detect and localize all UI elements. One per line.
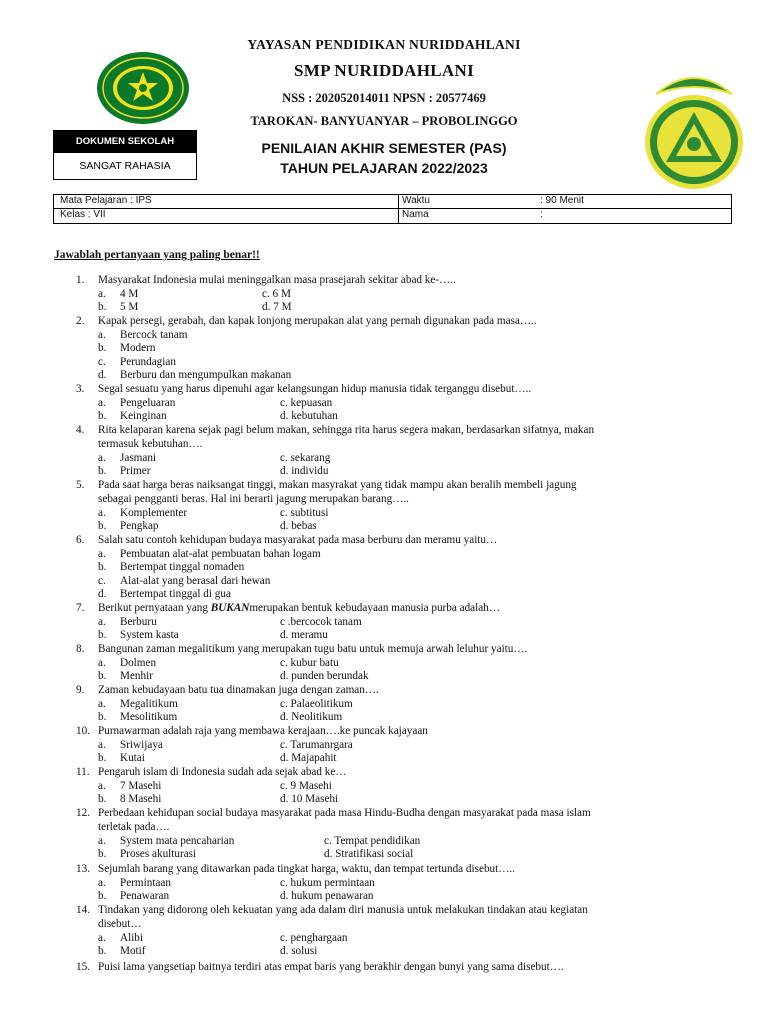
option-d: d. individu (280, 465, 329, 477)
option-c: c. 9 Masehi (280, 780, 332, 792)
option-c: c. penghargaan (280, 932, 348, 944)
option-b: b. Menhir (98, 670, 153, 682)
question-14-cont: disebut… (98, 918, 142, 930)
question-5: 5. Pada saat harga beras naiksangat tinggi, makan masyrakat yang tidak mampu akan beralih membeli jagung (76, 479, 577, 491)
option-a: a. Alibi (98, 932, 143, 944)
class-cell: Kelas : VII (60, 209, 106, 220)
option-c: c. 6 M (262, 288, 291, 300)
question-5-cont: sebagai pengganti beras. Hal ini berarti jagung merupakan barang….. (98, 493, 409, 505)
option-c: c .bercocok tanam (280, 616, 362, 628)
option-b: b. 5 M (98, 301, 139, 313)
question-11: 11. Pengaruh islam di Indonesia sudah ada sejak abad ke… (76, 766, 347, 778)
option-a: a. Pengeluaran (98, 397, 176, 409)
question-2: 2. Kapak persegi, gerabah, dan kapak lonjong merupakan alat yang pernah digunakan pada masa….. (76, 315, 537, 327)
question-8: 8. Bangunan zaman megalitikum yang merupakan tugu batu untuk memuja arwah leluhur yaitu…. (76, 643, 528, 655)
option-b: b. Penawaran (98, 890, 170, 902)
option-a: a. Dolmen (98, 657, 157, 669)
option-d: d. kebutuhan (280, 410, 338, 422)
school-ids: NSS : 202052014011 NPSN : 20577469 (282, 91, 486, 105)
option-c: c. Palaeolitikum (280, 698, 353, 710)
question-13: 13. Sejumlah barang yang ditawarkan pada tingkat harga, waktu, dan tempat tertunda disebut….. (76, 863, 516, 875)
question-10: 10. Purnawarman adalah raja yang membawa kerajaan….ke puncak kajayaan (76, 725, 428, 737)
option-a: a. Megalitikum (98, 698, 178, 710)
option-b: b. Primer (98, 465, 151, 477)
time-key: Waktu (402, 195, 430, 206)
option-a: a. Permintaan (98, 877, 171, 889)
option-a: a. Bercock tanam (98, 329, 188, 341)
question-12-cont: terletak pada…. (98, 821, 170, 833)
question-1: 1. Masyarakat Indonesia mulai meninggalkan masa prasejarah sekitar abad ke-….. (76, 274, 456, 286)
option-d: d. hukum penawaran (280, 890, 374, 902)
option-c: c. Alat-alat yang berasal dari hewan (98, 575, 271, 587)
option-b: b. Bertempat tinggal nomaden (98, 561, 245, 573)
option-a: a. Jasmani (98, 452, 157, 464)
doc-classification: SANGAT RAHASIA (79, 160, 171, 172)
table-divider (398, 195, 399, 223)
question-15: 15. Puisi lama yangsetiap baitnya terdiri atas empat baris yang berakhir dengan bunyi yang sama disebut…. (76, 961, 564, 973)
option-d: d. Majapahit (280, 752, 337, 764)
exam-title: PENILAIAN AKHIR SEMESTER (PAS) (261, 140, 507, 156)
time-value: : 90 Menit (540, 195, 584, 206)
question-4: 4. Rita kelaparan karena sejak pagi belum makan, sehingga rita harus segera makan, berdasarkan sifatnya, makan (76, 424, 595, 436)
option-b: b. Kutai (98, 752, 145, 764)
option-c: c. hukum permintaan (280, 877, 375, 889)
exam-year: TAHUN PELAJARAN 2022/2023 (280, 160, 488, 176)
option-d: d. punden berundak (280, 670, 369, 682)
option-c: c. sekarang (280, 452, 331, 464)
option-d: d. Bertempat tinggal di gua (98, 588, 231, 600)
doc-label: DOKUMEN SEKOLAH (54, 131, 196, 153)
option-b: b. Motif (98, 945, 146, 957)
option-a: a. 4 M (98, 288, 139, 300)
option-c: c. kubur batu (280, 657, 339, 669)
question-7: 7. Berikut pernyataan yang BUKANmerupakan bentuk kebudayaan manusia purba adalah… (76, 602, 501, 614)
option-c: c. kepuasan (280, 397, 333, 409)
option-d: d. meramu (280, 629, 328, 641)
option-b: b. Pengkap (98, 520, 159, 532)
option-b: b. System kasta (98, 629, 179, 641)
option-c: c. Perundagian (98, 356, 176, 368)
question-6: 6. Salah satu contoh kehidupan budaya masyarakat pada masa berburu dan meramu yaitu… (76, 534, 498, 546)
option-d: d. solusi (280, 945, 318, 957)
name-key: Nama (402, 209, 429, 220)
school-name: SMP NURIDDAHLANI (293, 61, 474, 80)
option-a: a. Pembuatan alat-alat pembuatan bahan logam (98, 548, 321, 560)
name-value: : (540, 209, 543, 220)
option-a: a. 7 Masehi (98, 780, 162, 792)
school-address: TAROKAN- BANYUANYAR – PROBOLINGGO (250, 114, 518, 128)
question-12: 12. Perbedaan kehidupan social budaya masyarakat pada masa Hindu-Budha dengan masyarakat pada masa islam (76, 807, 591, 819)
question-14: 14. Tindakan yang didorong oleh kekuatan yang ada dalam diri manusia untuk melakukan tindakan atau kegiatan (76, 904, 588, 916)
subject-cell: Mata Pelajaran : IPS (60, 195, 152, 206)
option-a: a. Sriwijaya (98, 739, 163, 751)
table-divider (54, 208, 731, 209)
option-b: b. Proses akulturasi (98, 848, 197, 860)
emphasis-word: BUKAN (210, 602, 250, 614)
option-c: c. subtitusi (280, 507, 329, 519)
option-c: c. Tempat pendidikan (324, 835, 421, 847)
option-b: b. 8 Masehi (98, 793, 162, 805)
option-a: a. System mata pencaharian (98, 835, 235, 847)
option-b: b. Modern (98, 342, 156, 354)
question-3: 3. Segal sesuatu yang harus dipenuhi agar kelangsungan hidup manusia tidak terganggu disebut….. (76, 383, 532, 395)
option-a: a. Komplementer (98, 507, 188, 519)
foundation-name: YAYASAN PENDIDIKAN NURIDDAHLANI (247, 37, 521, 52)
exam-info-table (53, 194, 732, 224)
question-9: 9. Zaman kebudayaan batu tua dinamakan juga dengan zaman…. (76, 684, 379, 696)
document-classification-box (53, 130, 197, 180)
option-b: b. Mesolitikum (98, 711, 178, 723)
option-a: a. Berburu (98, 616, 157, 628)
option-c: c. Tarumanrgara (280, 739, 353, 751)
option-d: d. Berburu dan mengumpulkan makanan (98, 369, 292, 381)
option-d: d. bebas (280, 520, 317, 532)
option-d: d. 7 M (262, 301, 292, 313)
instruction: Jawablah pertanyaan yang paling benar!! (54, 249, 260, 261)
option-d: d. 10 Masehi (280, 793, 339, 805)
option-b: b. Keinginan (98, 410, 167, 422)
question-4-cont: termasuk kebutuhan…. (98, 438, 203, 450)
option-d: d. Stratifikasi social (324, 848, 414, 860)
option-d: d. Neolitikum (280, 711, 343, 723)
